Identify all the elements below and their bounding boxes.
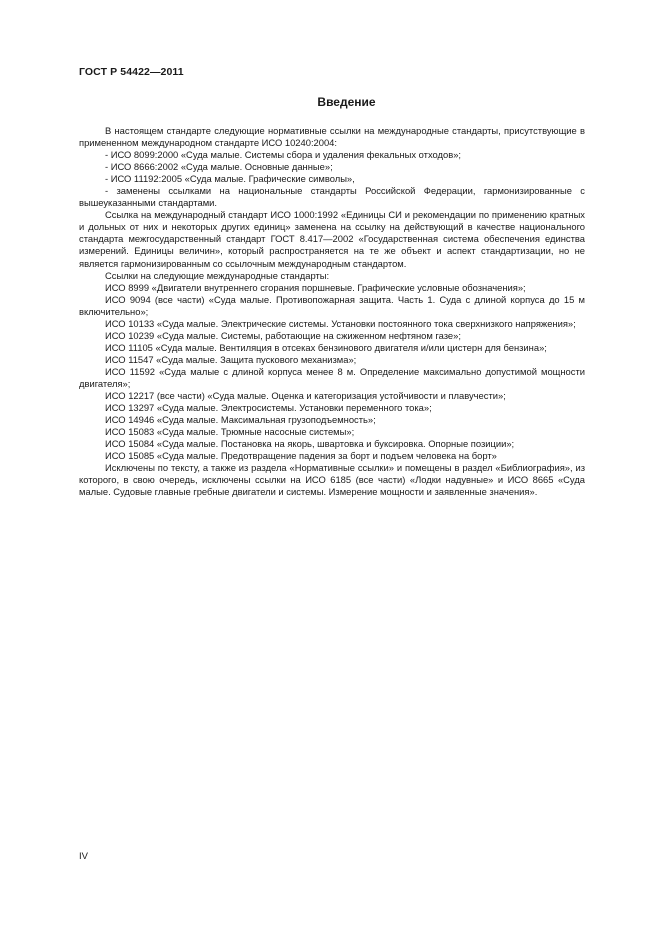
reference-item: ИСО 11592 «Суда малые с длиной корпуса менее 8 м. Определение максимально допустимой мощности двигателя»; (79, 365, 585, 389)
reference-item: ИСО 9094 (все части) «Суда малые. Противопожарная защита. Часть 1. Суда с длиной корпуса до 15 м включительно»; (79, 293, 585, 317)
reference-item: ИСО 12217 (все части) «Суда малые. Оценка и категоризация устойчивости и плавучести»; (105, 390, 506, 402)
reference-item: ИСО 15084 «Суда малые. Постановка на якорь, швартовка и буксировка. Опорные позиции»; (105, 438, 515, 450)
page-number: IV (79, 851, 88, 862)
reference-item: ИСО 11547 «Суда малые. Защита пускового механизма»; (105, 353, 357, 365)
reference-item: ИСО 11105 «Суда малые. Вентиляция в отсеках бензинового двигателя и/или цистерн для бензина»; (105, 341, 547, 353)
paragraph: Ссылка на международный стандарт ИСО 1000:1992 «Единицы СИ и рекомендации по применению кратных и дольных от них и некоторых других единиц» заменена на ссылку на действующий в качестве национального стандарта межгосударственный стандарт ГОСТ 8.417—2002 «Государственная система обеспечения единства измерений. Единицы величин», который распространяется на те же объект и аспект стандартизации, но не является гармонизированным со ссылочным международным стандартом. (79, 209, 585, 269)
section-title (0, 95, 661, 109)
reference-item: ИСО 13297 «Суда малые. Электросистемы. Установки переменного тока»; (105, 402, 432, 414)
reference-item: ИСО 10239 «Суда малые. Системы, работающие на сжиженном нефтяном газе»; (105, 329, 461, 341)
list-item: - заменены ссылками на национальные стандарты Российской Федерации, гармонизированные с вышеуказанными стандартами. (79, 185, 585, 209)
paragraph: В настоящем стандарте следующие нормативные ссылки на международные стандарты, присутствующие в примененном международном стандарте ИСО 10240:2004: (79, 125, 585, 149)
reference-item: ИСО 8999 «Двигатели внутреннего сгорания поршневые. Графические условные обозначения»; (105, 281, 526, 293)
reference-item: ИСО 15083 «Суда малые. Трюмные насосные системы»; (105, 426, 355, 438)
document-body (79, 125, 585, 498)
document-header: ГОСТ Р 54422—2011 (79, 66, 184, 78)
paragraph: Исключены по тексту, а также из раздела «Нормативные ссылки» и помещены в раздел «Библиография», из которого, в свою очередь, исключены ссылки на ИСО 6185 (все части) «Лодки надувные» и ИСО 8665 «Суда малые. Судовые главные гребные двигатели и системы. Измерение мощности и заявленные значения». (79, 462, 585, 498)
reference-item: ИСО 15085 «Суда малые. Предотвращение падения за борт и подъем человека на борт» (105, 450, 497, 462)
section-title-text: Введение (317, 95, 376, 109)
reference-item: ИСО 10133 «Суда малые. Электрические системы. Установки постоянного тока сверхнизкого напряжения»; (105, 317, 576, 329)
paragraph: Ссылки на следующие международные стандарты: (105, 269, 330, 281)
reference-item: ИСО 14946 «Суда малые. Максимальная грузоподъемность»; (105, 414, 376, 426)
list-item: - ИСО 11192:2005 «Суда малые. Графические символы», (105, 173, 355, 185)
list-item: - ИСО 8666:2002 «Суда малые. Основные данные»; (105, 161, 333, 173)
list-item: - ИСО 8099:2000 «Суда малые. Системы сбора и удаления фекальных отходов»; (105, 149, 462, 161)
